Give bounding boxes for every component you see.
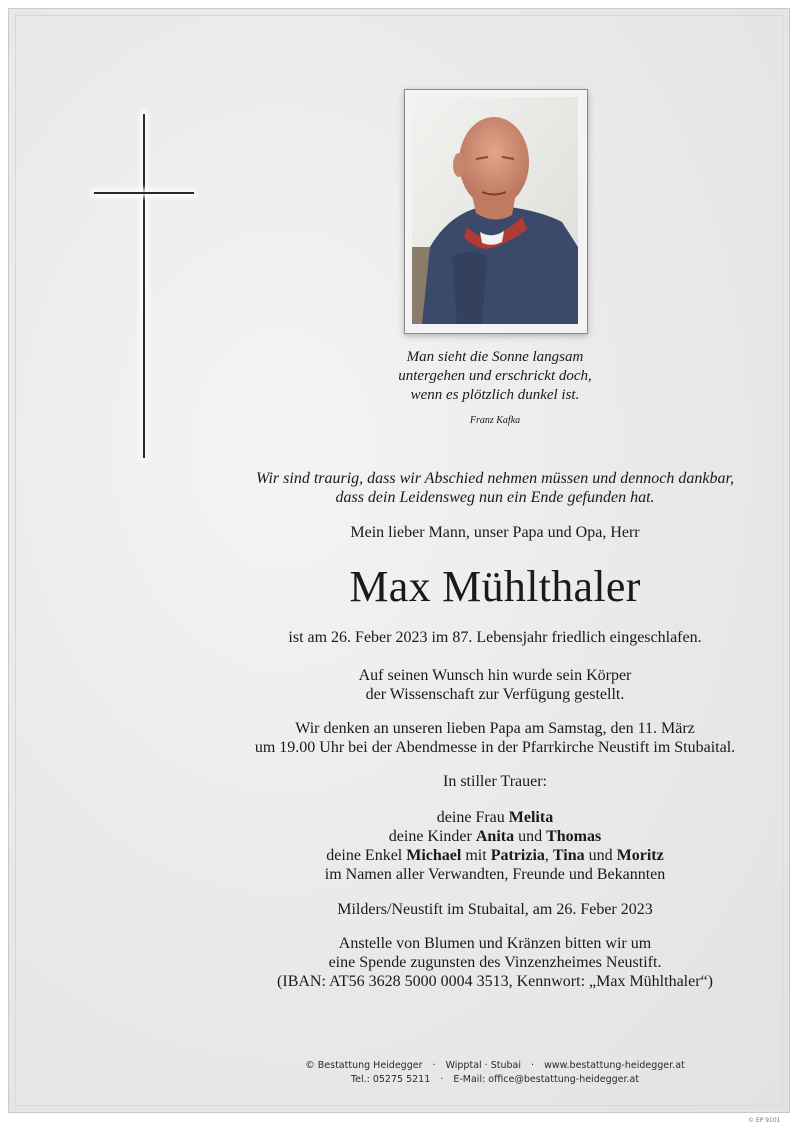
memorial-line: um 19.00 Uhr bei der Abendmesse in der Pfarrkirche Neustift im Stubaital. (254, 739, 736, 756)
footer-phone[interactable]: Tel.: 05275 5211 (350, 1074, 431, 1085)
footer-separator: · (432, 1060, 436, 1071)
mourning-heading: In stiller Trauer: (443, 773, 547, 790)
family-wife: deine Frau Melita (436, 809, 554, 826)
footer-email[interactable]: E-Mail: office@bestattung-heidegger.at (453, 1074, 640, 1085)
wish-line: der Wissenschaft zur Verfügung gestellt. (365, 686, 625, 703)
family-children: deine Kinder Anita und Thomas (388, 828, 602, 845)
deceased-name: Max Mühlthaler (349, 562, 641, 611)
footer-location: Wipptal · Stubai (445, 1060, 521, 1071)
footer-line-1 (250, 1058, 740, 1073)
footer-separator: · (440, 1074, 444, 1085)
farewell-line: Wir sind traurig, dass wir Abschied nehmen müssen und dennoch dankbar, (256, 470, 734, 487)
wish-line: Auf seinen Wunsch hin wurde sein Körper (358, 667, 632, 684)
portrait-photo (412, 97, 578, 324)
footer-separator: · (531, 1060, 535, 1071)
memorial-text (230, 719, 760, 757)
intro-line: Mein lieber Mann, unser Papa und Opa, Herr (350, 524, 640, 541)
cross-vertical (143, 114, 145, 458)
family-list (240, 808, 750, 884)
footer-line-2 (250, 1072, 740, 1087)
donation-text (240, 934, 750, 991)
portrait-photo-frame (404, 89, 588, 334)
family-relatives: im Namen aller Verwandten, Freunde und Bekannten (324, 866, 666, 883)
farewell-line: dass dein Leidensweg nun ein Ende gefunden hat. (335, 489, 655, 506)
death-notice: ist am 26. Feber 2023 im 87. Lebensjahr friedlich eingeschlafen. (288, 629, 702, 646)
quote-line: wenn es plötzlich dunkel ist. (410, 387, 580, 403)
quote-author: Franz Kafka (469, 415, 521, 426)
farewell-text (230, 469, 760, 507)
cross-horizontal (94, 192, 194, 194)
family-grandchildren: deine Enkel Michael mit Patrizia, Tina und Moritz (326, 847, 664, 864)
footer-website[interactable]: www.bestattung-heidegger.at (544, 1060, 685, 1071)
quote-line: untergehen und erschrickt doch, (398, 368, 592, 384)
footer-company: © Bestattung Heidegger (305, 1060, 423, 1071)
donation-line: Anstelle von Blumen und Kränzen bitten wir um (338, 935, 652, 952)
donation-line: eine Spende zugunsten des Vinzenzheimes Neustift. (328, 954, 662, 971)
quote-line: Man sieht die Sonne langsam (406, 349, 584, 365)
wish-text (240, 666, 750, 704)
place-date: Milders/Neustift im Stubaital, am 26. Feber 2023 (337, 901, 653, 918)
product-code: © EP 9101 (748, 1117, 781, 1124)
memorial-line: Wir denken an unseren lieben Papa am Samstag, den 11. März (295, 720, 695, 737)
donation-line: (IBAN: AT56 3628 5000 0004 3513, Kennwort: „Max Mühlthaler“) (277, 973, 713, 990)
quote-block (240, 348, 750, 405)
